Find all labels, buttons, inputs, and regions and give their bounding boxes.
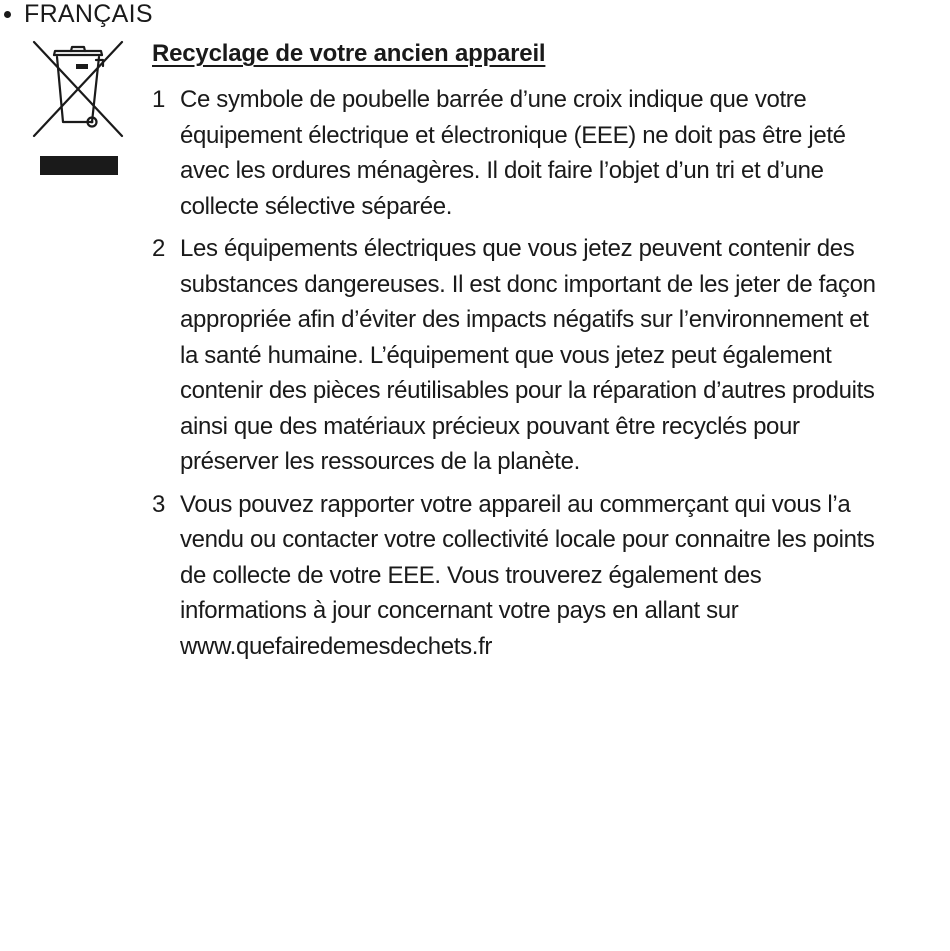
bullet-icon: [4, 11, 11, 18]
list-item: [152, 82, 892, 224]
item-text: Vous pouvez rapporter votre appareil au commerçant qui vous l’a vendu ou contacter votre collectivité locale pour connaitre les points de collecte de votre EEE. Vous trouverez également des informations à jour concernant votre pays en allant sur www.quefairedemesdechets.fr: [180, 490, 875, 660]
item-number: 2: [152, 235, 165, 262]
crossed-out-wheelie-bin-icon: [30, 38, 130, 180]
language-heading: [2, 0, 153, 28]
list-item: [152, 231, 892, 480]
item-number: 3: [152, 490, 165, 518]
section-title: Recyclage de votre ancien appareil: [152, 40, 546, 67]
item-text: Ce symbole de poubelle barrée d’une croix indique que votre équipement électrique et électronique (EEE) ne doit pas être jeté avec les ordures ménagères. Il doit faire l’objet d’un tri et d’une collecte sélective séparée.: [180, 86, 846, 220]
list-item: [152, 487, 892, 665]
item-number: 1: [152, 86, 165, 113]
item-text: Les équipements électriques que vous jetez peuvent contenir des substances dangereuses. Il est donc important de les jeter de façon appropriée afin d’éviter des impacts négatifs sur l’environnement et la santé humaine. L’équipement que vous jetez peut également contenir des pièces réutilisables pour la réparation d’autres produits ainsi que des matériaux précieux pouvant être recyclés pour préserver les ressources de la planète.: [180, 235, 876, 475]
language-label: FRANÇAIS: [24, 0, 153, 28]
recycling-instructions-list: [152, 82, 892, 671]
